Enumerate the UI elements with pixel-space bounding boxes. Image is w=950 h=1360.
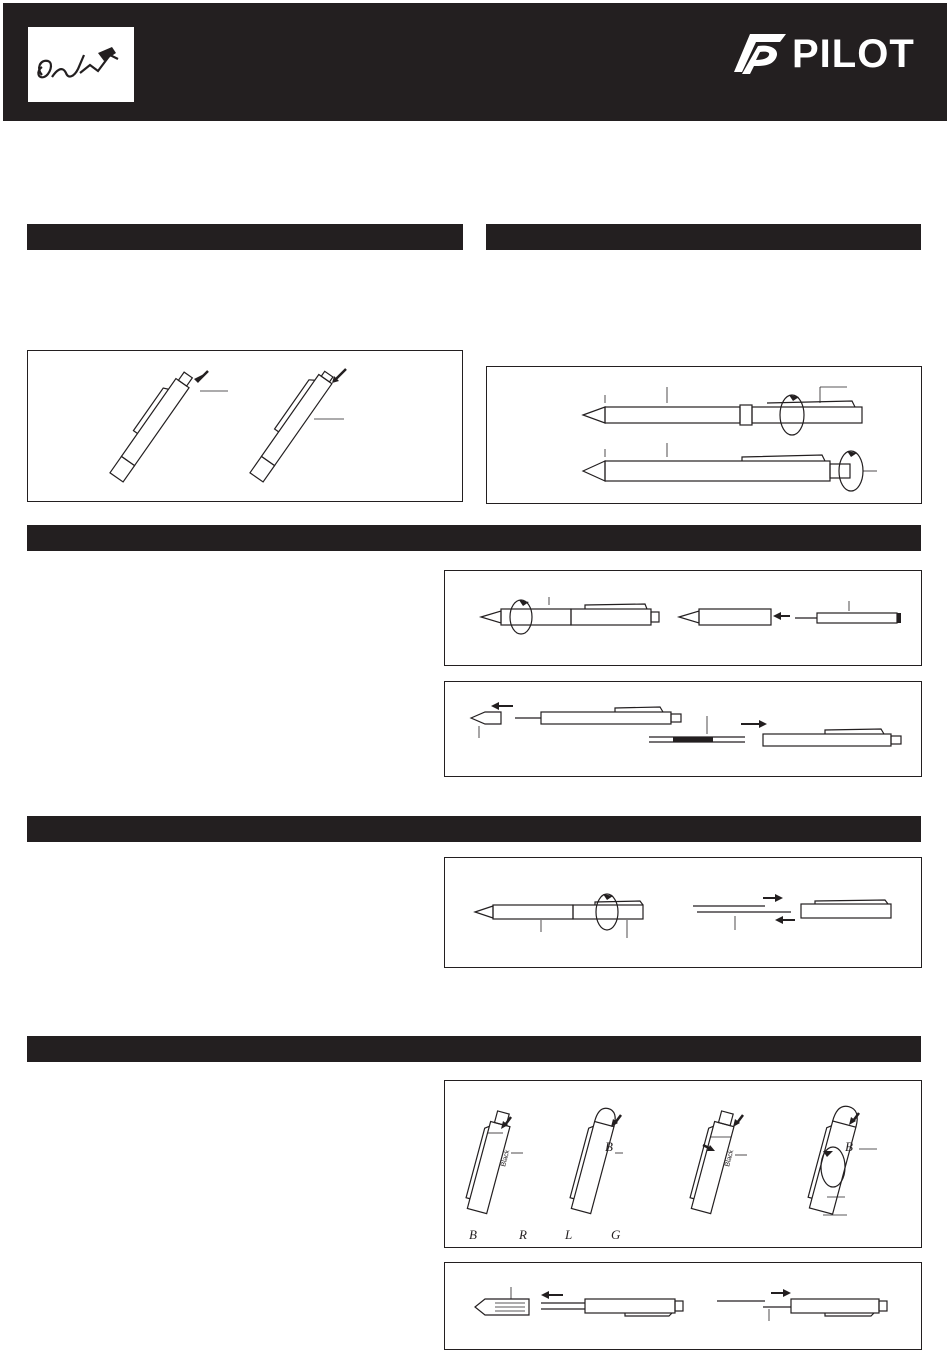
section-bar-2: [27, 525, 921, 551]
color-code-r: R: [519, 1227, 527, 1242]
refill-replace-illustration-2: [445, 682, 921, 776]
section-bar-4: [27, 1036, 921, 1062]
click-pen-illustration: [28, 351, 462, 501]
pilot-logo: [732, 28, 917, 82]
pen-b-cap-letter: B: [605, 1139, 613, 1154]
figure-multi-color-pens: [444, 1080, 922, 1248]
refill-replace-illustration-3: [445, 858, 921, 967]
color-code-g: G: [611, 1227, 621, 1242]
signature-logo: [28, 27, 134, 102]
multi-color-pen-illustration: [445, 1081, 921, 1247]
figure-refill-replace-2: [444, 681, 922, 777]
brand-name: PILOT: [792, 32, 915, 76]
pen-d-cap-letter: B: [845, 1139, 853, 1154]
figure-refill-replace-1: [444, 570, 922, 666]
color-code-l: L: [565, 1227, 573, 1242]
refill-replace-illustration-1: [445, 571, 921, 665]
section-bar-3: [27, 816, 921, 842]
pilot-emblem-icon: [732, 32, 788, 78]
figure-click-pens: [27, 350, 463, 502]
refill-replace-illustration-4: [445, 1263, 921, 1349]
section-bar-top-left: [27, 224, 463, 250]
figure-refill-replace-4: [444, 1262, 922, 1350]
twist-pen-illustration: [487, 367, 921, 503]
section-bar-top-right: [486, 224, 921, 250]
color-code-b: B: [469, 1227, 477, 1242]
figure-refill-replace-3: [444, 857, 922, 968]
signature-icon: [28, 27, 134, 102]
figure-twist-pens: [486, 366, 922, 504]
pen-c-sleeve-text: Black: [724, 1149, 736, 1168]
pen-a-sleeve-text: Black: [500, 1149, 512, 1168]
